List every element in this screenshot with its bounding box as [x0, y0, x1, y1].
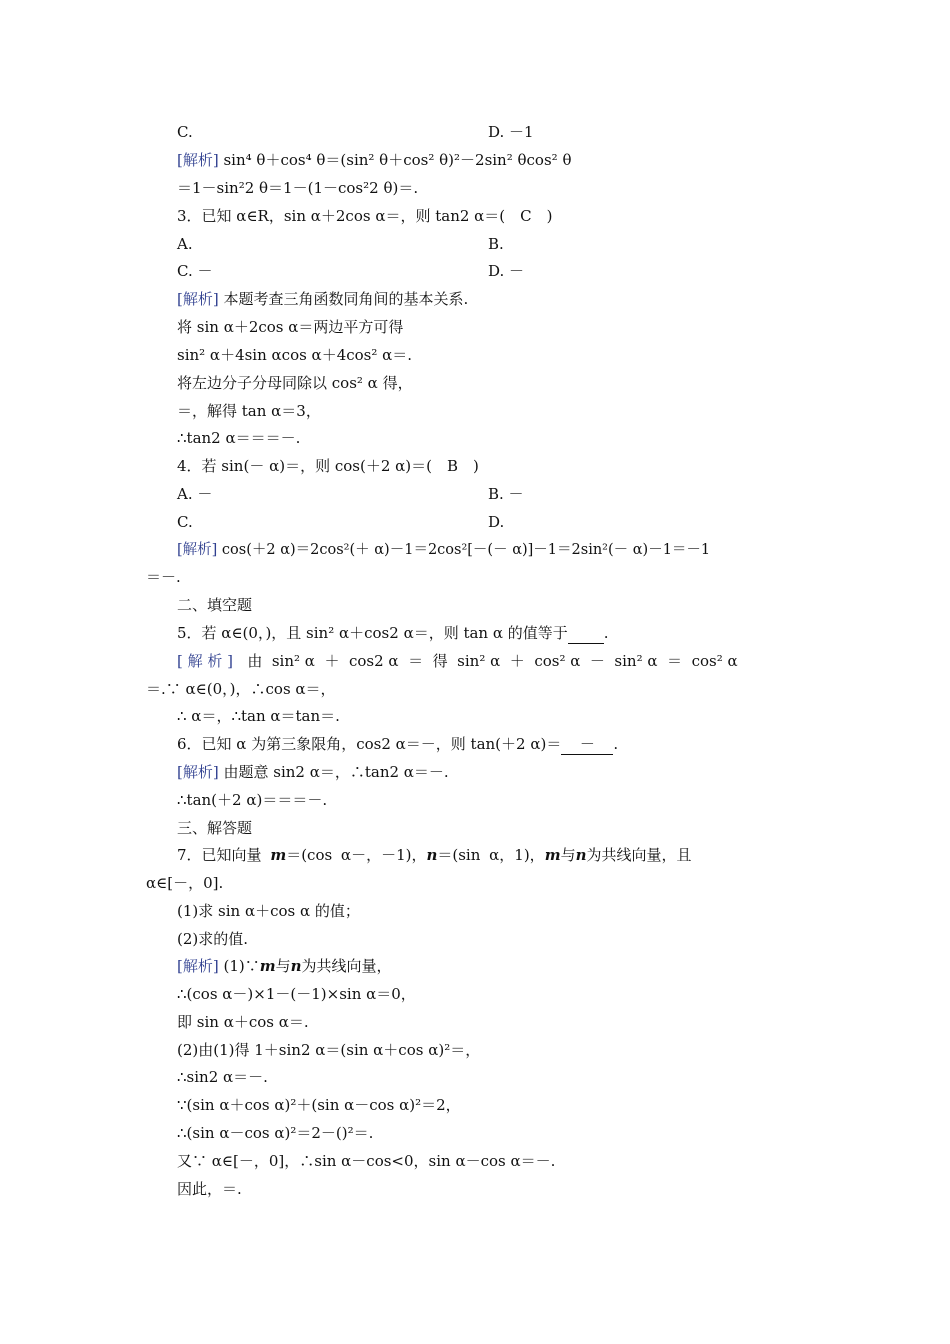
q7-analysis-part: 为共线向量，: [301, 957, 392, 975]
q3-option-b: B.: [488, 235, 504, 253]
q6-analysis: [177, 762, 449, 782]
analysis-tag: [解析]: [177, 957, 219, 975]
q4-stem: 4．若 sin(－ α)＝，则 cos(＋2 α)＝( B ): [177, 457, 479, 475]
q3-line4: ＝，解得 tan α＝3，: [177, 402, 321, 420]
q3-line5: ∴tan2 α＝＝＝－.: [177, 429, 301, 447]
analysis-tag: [解析]: [177, 763, 219, 781]
q7-line4: ∴sin2 α＝－.: [177, 1068, 268, 1086]
section-solve-heading: 三、解答题: [177, 819, 253, 837]
q3-analysis: [177, 289, 468, 309]
q4-option-b: B. －: [488, 485, 524, 503]
q5-answer-blank: [568, 623, 604, 644]
q2-option-c: C.: [177, 123, 193, 141]
q6-answer-blank: －: [561, 734, 613, 755]
section-fill-in-heading: 二、填空题: [177, 596, 253, 614]
vector-m: m: [270, 846, 287, 864]
analysis-tag: [ 解 析 ]: [177, 652, 234, 670]
q2-analysis-text: sin⁴ θ＋cos⁴ θ＝(sin² θ＋cos² θ)²－2sin² θcos² θ: [218, 151, 572, 169]
q2-option-d: D. －1: [488, 123, 534, 141]
vector-n: n: [575, 846, 587, 864]
q7-stem-line2: α∈[－，0].: [146, 874, 224, 892]
q3-line3: 将左边分子分母同除以 cos² α 得，: [177, 374, 413, 392]
q7-line6: ∴(sin α－cos α)²＝2－()²＝.: [177, 1124, 374, 1142]
q7-line5: ∵(sin α＋cos α)²＋(sin α－cos α)²＝2，: [177, 1096, 461, 1114]
q7-line8: 因此，＝.: [177, 1180, 242, 1198]
q7-part1: (1)求 sin α＋cos α 的值；: [177, 902, 360, 920]
q7-line7: 又∵ α∈[－，0]，∴sin α－cos<0，sin α－cos α＝－.: [177, 1152, 556, 1170]
q7-part2: (2)求的值.: [177, 930, 249, 948]
q3-option-c: C. －: [177, 262, 213, 280]
q3-stem: 3．已知 α∈R，sin α＋2cos α＝，则 tan2 α＝( C ): [177, 207, 553, 225]
q6-stem-end: .: [613, 735, 619, 753]
q7-stem-part: 与: [560, 846, 576, 864]
q7-analysis: [177, 956, 392, 976]
q4-analysis-text: cos(＋2 α)＝2cos²(＋ α)－1＝2cos²[－(－ α)]－1＝2sin²(－ α)－1＝－1: [217, 542, 711, 558]
q7-stem-part: ＝(cos α－，－1)，: [286, 846, 427, 864]
q2-analysis: [177, 150, 571, 170]
vector-m: m: [259, 957, 276, 975]
analysis-tag: [解析]: [177, 290, 219, 308]
q6-analysis-text: 由题意 sin2 α＝，∴tan2 α＝－.: [218, 763, 449, 781]
q3-analysis-text: 本题考查三角函数同角间的基本关系.: [218, 290, 469, 308]
q7-line3: (2)由(1)得 1＋sin2 α＝(sin α＋cos α)²＝，: [177, 1041, 481, 1059]
q6-stem: [177, 734, 618, 754]
analysis-tag: [解析]: [177, 542, 218, 558]
vector-n: n: [290, 957, 302, 975]
vector-n: n: [426, 846, 438, 864]
q5-stem-text: 5．若 α∈(0，)，且 sin² α＋cos2 α＝，则 tan α 的值等于: [177, 624, 568, 642]
q2-analysis-line2: ＝1－sin²2 θ＝1－(1－cos²2 θ)＝.: [177, 179, 419, 197]
q7-line2: 即 sin α＋cos α＝.: [177, 1013, 309, 1031]
q7-analysis-part: (1)∵: [218, 957, 260, 975]
q3-line1: 将 sin α＋2cos α＝两边平方可得: [177, 318, 404, 336]
q7-analysis-part: 与: [275, 957, 291, 975]
q4-analysis-line2: ＝－.: [146, 568, 181, 586]
q3-option-a: A.: [177, 235, 193, 253]
q6-line1: ∴tan(＋2 α)＝＝＝－.: [177, 791, 328, 809]
q5-analysis: [177, 651, 738, 671]
q7-stem-part: 7．已知向量: [177, 846, 271, 864]
q7-stem: [177, 845, 692, 865]
q5-line1: ∴ α＝，∴tan α＝tan＝.: [177, 707, 340, 725]
q5-stem-end: .: [603, 624, 609, 642]
q5-stem: [177, 623, 609, 643]
q7-stem-part: ＝(sin α，1)，: [437, 846, 545, 864]
q4-option-d: D.: [488, 513, 505, 531]
q5-analysis-text: 由 sin² α ＋ cos2 α ＝ 得 sin² α ＋ cos² α － sin² α ＝ cos² α: [233, 652, 738, 670]
q3-option-d: D. －: [488, 262, 525, 280]
q5-analysis-line2: ＝.∵ α∈(0，)，∴cos α＝，: [146, 680, 336, 698]
analysis-tag: [解析]: [177, 151, 219, 169]
q6-stem-text: 6．已知 α 为第三象限角，cos2 α＝－，则 tan(＋2 α)＝: [177, 735, 562, 753]
q4-option-a: A. －: [177, 485, 213, 503]
q4-analysis: [177, 540, 710, 560]
q7-line1: ∴(cos α－)×1－(－1)×sin α＝0，: [177, 985, 416, 1003]
q3-line2: sin² α＋4sin αcos α＋4cos² α＝.: [177, 346, 413, 364]
q7-stem-part: 为共线向量，且: [586, 846, 692, 864]
vector-m: m: [544, 846, 561, 864]
q4-option-c: C.: [177, 513, 193, 531]
